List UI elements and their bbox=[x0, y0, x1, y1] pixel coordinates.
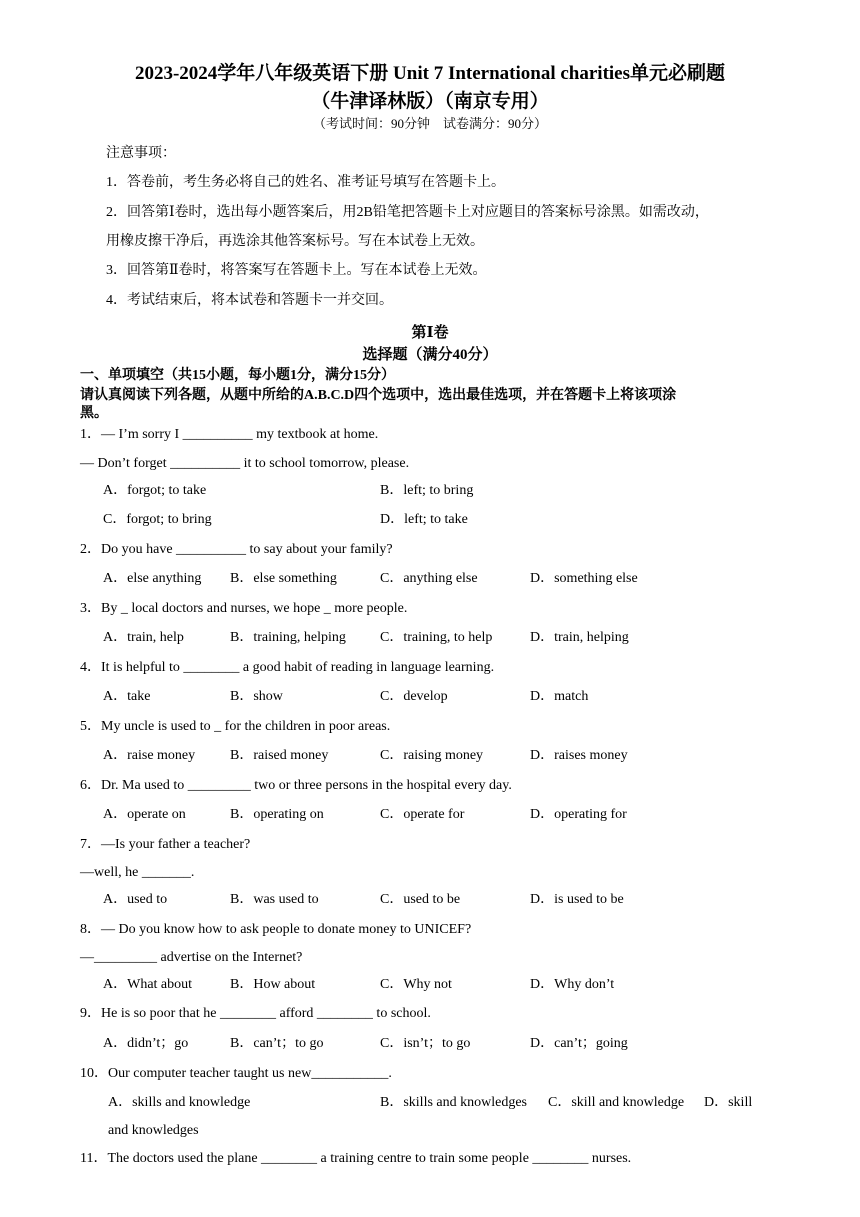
section-title: 选择题（满分40分） bbox=[362, 347, 498, 363]
question-text: 8．— Do you know how to ask people to donate money to UNICEF? bbox=[80, 922, 472, 937]
question-text: —_________ advertise on the Internet? bbox=[80, 950, 303, 965]
question-text: 4．It is helpful to ________ a good habit of reading in language learning. bbox=[80, 660, 495, 675]
option-d: D．Why don’t bbox=[530, 977, 615, 992]
option-d: D．match bbox=[530, 689, 589, 704]
question-text: 3．By _ local doctors and nurses, we hope _ more people. bbox=[80, 601, 408, 616]
question-text: 1．— I’m sorry I __________ my textbook at home. bbox=[80, 427, 379, 442]
question-text: 10．Our computer teacher taught us new___________. bbox=[80, 1066, 392, 1081]
option-c: C．operate for bbox=[380, 807, 465, 822]
option-a: A．take bbox=[103, 689, 151, 704]
option-d: D．skill bbox=[704, 1095, 753, 1110]
option-a: A．operate on bbox=[103, 807, 186, 822]
option-a: A．forgot; to take bbox=[103, 483, 207, 498]
option-a: A．used to bbox=[103, 892, 168, 907]
section-instructions: 黑。 bbox=[80, 406, 108, 421]
option-b: B．was used to bbox=[230, 892, 319, 907]
question-text: 9．He is so poor that he ________ afford ________ to school. bbox=[80, 1006, 431, 1021]
option-b: B．training, helping bbox=[230, 630, 346, 645]
option-b: B．How about bbox=[230, 977, 316, 992]
option-c: C．forgot; to bring bbox=[103, 512, 212, 527]
note-item: 用橡皮擦干净后，再选涂其他答案标号。写在本试卷上无效。 bbox=[106, 234, 484, 249]
note-item: 2．回答第Ⅰ卷时，选出每小题答案后，用2B铅笔把答题卡上对应题目的答案标号涂黑。如需改动， bbox=[106, 205, 709, 220]
option-d: D．something else bbox=[530, 571, 638, 586]
option-a: A．What about bbox=[103, 977, 193, 992]
option-c: C．skill and knowledge bbox=[548, 1095, 685, 1110]
exam-info: （考试时间：90分钟 试卷满分：90分） bbox=[312, 116, 547, 131]
option-b: B．can’t；to go bbox=[230, 1036, 324, 1051]
option-d: D．operating for bbox=[530, 807, 627, 822]
note-item: 3．回答第Ⅱ卷时，将答案写在答题卡上。写在本试卷上无效。 bbox=[106, 263, 487, 278]
question-text: 2．Do you have __________ to say about your family? bbox=[80, 542, 393, 557]
note-item: 4．考试结束后，将本试卷和答题卡一并交回。 bbox=[106, 293, 393, 308]
option-a: A．didn’t；go bbox=[103, 1036, 189, 1051]
option-a: A．raise money bbox=[103, 748, 196, 763]
option-d: D．left; to take bbox=[380, 512, 468, 527]
exam-edition: （牛津译林版）（南京专用） bbox=[311, 91, 549, 112]
question-text: —well, he _______. bbox=[80, 865, 195, 880]
option-c: C．develop bbox=[380, 689, 448, 704]
option-c: C．Why not bbox=[380, 977, 452, 992]
option-a: A．else anything bbox=[103, 571, 202, 586]
option-b: B．left; to bring bbox=[380, 483, 474, 498]
option-d-continued: and knowledges bbox=[108, 1123, 199, 1138]
option-d: D．raises money bbox=[530, 748, 628, 763]
question-text: 11．The doctors used the plane ________ a training centre to train some people ________ nurses. bbox=[80, 1151, 632, 1166]
option-d: D．train, helping bbox=[530, 630, 629, 645]
option-c: C．raising money bbox=[380, 748, 484, 763]
question-text: 7．—Is your father a teacher? bbox=[80, 837, 251, 852]
option-b: B．show bbox=[230, 689, 283, 704]
option-b: B．skills and knowledges bbox=[380, 1095, 527, 1110]
section-instructions: 请认真阅读下列各题，从题中所给的A.B.C.D四个选项中，选出最佳选项，并在答题卡上将该项涂 bbox=[80, 388, 677, 403]
option-d: D．is used to be bbox=[530, 892, 624, 907]
option-b: B．else something bbox=[230, 571, 337, 586]
notes-heading: 注意事项： bbox=[106, 146, 176, 161]
option-c: C．isn’t；to go bbox=[380, 1036, 471, 1051]
option-a: A．skills and knowledge bbox=[108, 1095, 251, 1110]
option-c: C．used to be bbox=[380, 892, 461, 907]
option-c: C．training, to help bbox=[380, 630, 493, 645]
option-a: A．train, help bbox=[103, 630, 184, 645]
option-b: B．raised money bbox=[230, 748, 329, 763]
section-heading: 一、单项填空（共15小题，每小题1分，满分15分） bbox=[80, 368, 395, 383]
volume-title: 第Ⅰ卷 bbox=[411, 325, 449, 341]
option-c: C．anything else bbox=[380, 571, 478, 586]
question-text: — Don’t forget __________ it to school tomorrow, please. bbox=[80, 456, 410, 471]
note-item: 1．答卷前，考生务必将自己的姓名、准考证号填写在答题卡上。 bbox=[106, 175, 505, 190]
option-b: B．operating on bbox=[230, 807, 324, 822]
question-text: 5．My uncle is used to _ for the children in poor areas. bbox=[80, 719, 391, 734]
exam-title: 2023-2024学年八年级英语下册 Unit 7 International charities单元必刷题 bbox=[134, 63, 726, 84]
question-text: 6．Dr. Ma used to _________ two or three persons in the hospital every day. bbox=[80, 778, 512, 793]
option-d: D．can’t；going bbox=[530, 1036, 628, 1051]
